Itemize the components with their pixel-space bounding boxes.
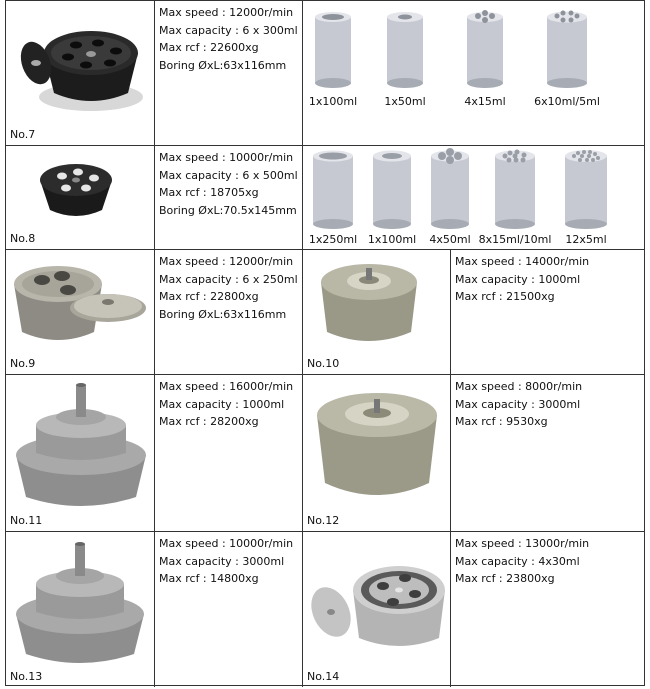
spec-max-capacity: Max capacity : 3000ml	[455, 397, 581, 411]
spec-max-rcf: Max rcf : 21500xg	[455, 290, 555, 303]
adapter-label: 1x100ml	[367, 233, 417, 246]
adapter-1x50ml-image	[387, 12, 423, 88]
table-row	[6, 250, 644, 375]
rotor-number: No.14	[307, 670, 340, 683]
rotor-number: No.13	[10, 670, 43, 683]
spec-max-speed: Max speed : 10000r/min	[159, 151, 294, 164]
spec-max-capacity: Max capacity : 3000ml	[159, 554, 285, 568]
rotor-image-cell	[302, 250, 450, 374]
rotor-number: No.11	[10, 514, 43, 527]
spec-boring: Boring ØxL:63x116mm	[159, 58, 287, 72]
rotor-image-cell	[6, 146, 154, 249]
adapter-cell	[302, 1, 644, 145]
spec-max-capacity: Max capacity : 6 x 500ml	[159, 168, 298, 182]
spec-max-capacity: Max capacity : 1000ml	[159, 397, 285, 411]
rotor-specs-cell	[154, 1, 302, 145]
adapter-label: 12x5ml	[565, 233, 607, 246]
adapter-12x5ml-image	[565, 150, 607, 229]
spec-max-rcf: Max rcf : 18705xg	[159, 186, 259, 199]
spec-max-speed: Max speed : 12000r/min	[159, 6, 294, 19]
adapter-1x250ml-image	[313, 151, 353, 230]
rotor-image-cell	[302, 532, 450, 687]
adapter-4x50ml-image	[431, 148, 469, 229]
spec-max-rcf: Max rcf : 22600xg	[159, 41, 259, 54]
rotor-image-cell	[6, 375, 154, 531]
rotor-specs-cell	[450, 375, 644, 531]
spec-boring: Boring ØxL:63x116mm	[159, 307, 287, 321]
rotor-table	[5, 0, 645, 686]
rotor-image-cell	[6, 1, 154, 145]
adapter-label: 6x10ml/5ml	[534, 95, 600, 108]
rotor-specs-cell	[154, 250, 302, 374]
table-row	[6, 146, 644, 250]
adapter-label: 1x100ml	[308, 95, 358, 108]
spec-max-rcf: Max rcf : 22800xg	[159, 290, 259, 303]
adapter-label: 1x50ml	[384, 95, 426, 108]
table-row	[6, 532, 644, 687]
adapter-tubes-image	[303, 148, 645, 238]
rotor-number: No.7	[10, 128, 36, 141]
spec-max-capacity: Max capacity : 1000ml	[455, 272, 581, 286]
rotor-number: No.9	[10, 357, 36, 370]
adapter-6x10ml-image	[547, 11, 587, 89]
rotor-specs-cell	[154, 532, 302, 687]
table-row	[6, 1, 644, 146]
adapter-label: 4x50ml	[429, 233, 471, 246]
adapter-cell	[302, 146, 644, 249]
adapter-tubes-image	[303, 5, 645, 105]
spec-max-rcf: Max rcf : 23800xg	[455, 572, 555, 585]
micro-rotor-with-lid-image	[303, 532, 451, 687]
adapter-label: 4x15ml	[464, 95, 506, 108]
spec-max-speed: Max speed : 16000r/min	[159, 380, 294, 393]
rotor-image-cell	[302, 375, 450, 531]
rotor-specs-cell	[154, 146, 302, 249]
table-row	[6, 375, 644, 532]
spec-max-rcf: Max rcf : 14800xg	[159, 572, 259, 585]
spec-max-speed: Max speed : 12000r/min	[159, 255, 294, 268]
spec-max-capacity: Max capacity : 6 x 250ml	[159, 272, 298, 286]
spec-max-rcf: Max rcf : 9530xg	[455, 415, 548, 428]
adapter-8x15ml-image	[495, 150, 535, 230]
spec-boring: Boring ØxL:70.5x145mm	[159, 203, 297, 217]
rotor-number: No.10	[307, 357, 340, 370]
rotor-specs-cell	[450, 250, 644, 374]
rotor-specs-cell	[450, 532, 644, 687]
adapter-label: 8x15ml/10ml	[478, 233, 552, 246]
rotor-number: No.8	[10, 232, 36, 245]
spec-max-rcf: Max rcf : 28200xg	[159, 415, 259, 428]
spec-max-capacity: Max capacity : 4x30ml	[455, 554, 580, 568]
spec-max-speed: Max speed : 13000r/min	[455, 537, 590, 550]
adapter-label: 1x250ml	[308, 233, 358, 246]
rotor-image-cell	[6, 250, 154, 374]
adapter-1x100ml-image	[373, 151, 411, 230]
spec-max-speed: Max speed : 14000r/min	[455, 255, 590, 268]
vertical-rotor-silver-image	[6, 375, 154, 532]
spec-max-speed: Max speed : 8000r/min	[455, 380, 583, 393]
swing-rotor-large-silver-image	[303, 375, 451, 532]
fixed-angle-rotor-black-image	[6, 1, 154, 146]
spec-max-speed: Max speed : 10000r/min	[159, 537, 294, 550]
vertical-rotor-silver-image	[6, 532, 154, 687]
adapter-1x100ml-image	[315, 12, 351, 88]
rotor-image-cell	[6, 532, 154, 687]
spec-max-capacity: Max capacity : 6 x 300ml	[159, 23, 298, 37]
rotor-number: No.12	[307, 514, 340, 527]
adapter-4x15ml-image	[467, 10, 503, 88]
rotor-specs-cell	[154, 375, 302, 531]
